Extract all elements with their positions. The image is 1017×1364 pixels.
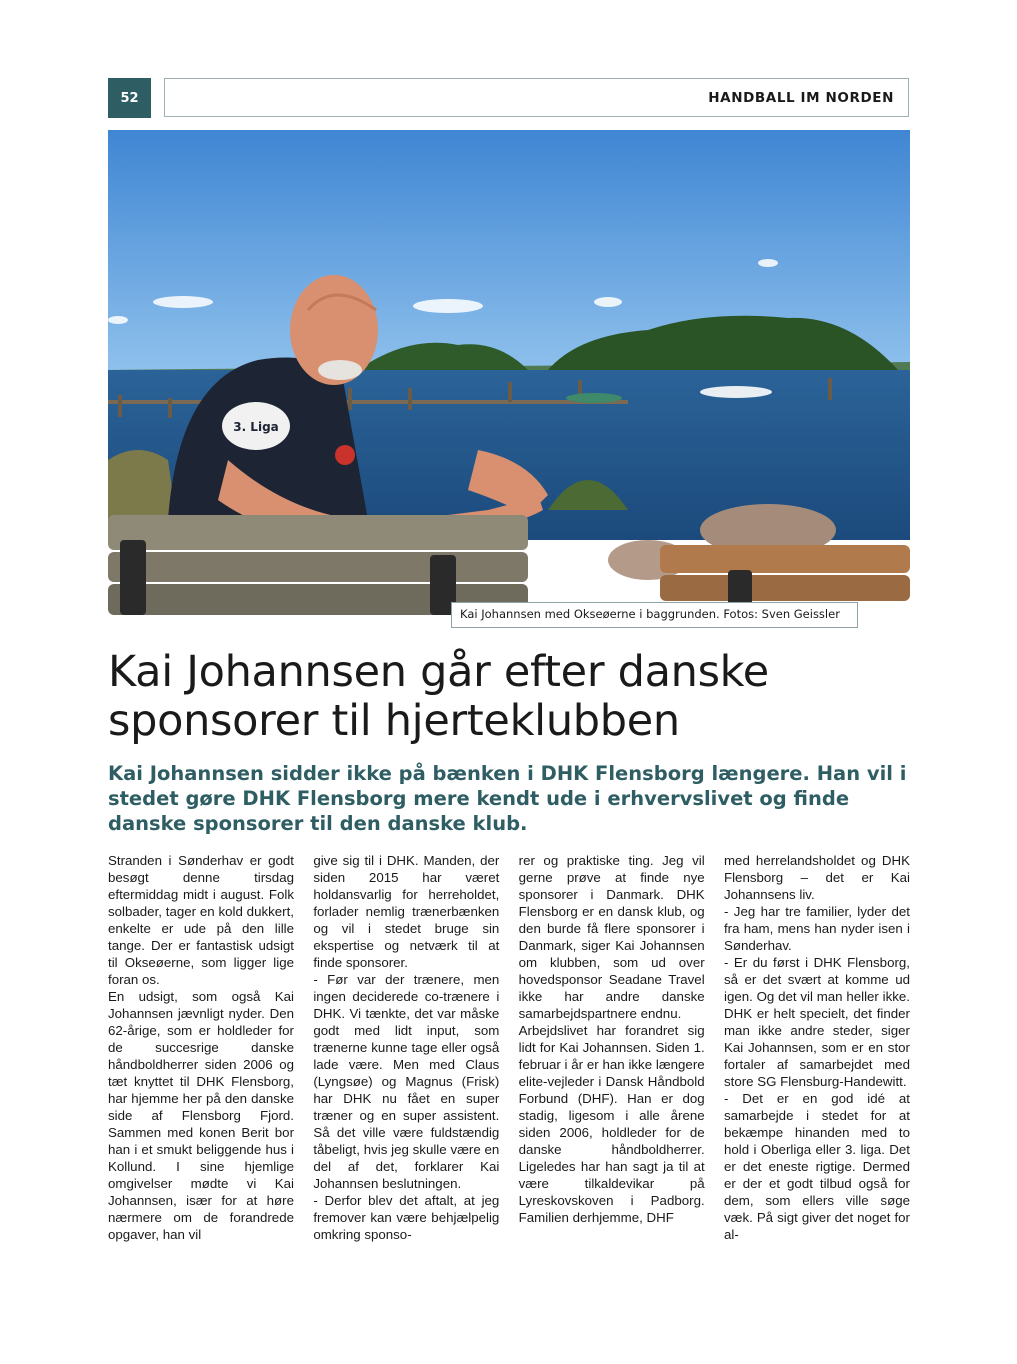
- section-header: [164, 78, 909, 117]
- boat-green: [566, 393, 622, 403]
- body-paragraph: rer og praktiske ting. Jeg vil gerne prøve at finde nye sponsorer i Danmark. DHK Flensborg er en dansk klub, og den burde få flere sponsorer i Danmark, siger Kai Johannsen om klubben, som ud over hovedsponsor Seadane Travel ikke har andre danske samarbejdspartnere endnu.: [518, 853, 705, 1021]
- body-paragraph: Stranden i Sønderhav er godt besøgt denne tirsdag eftermiddag midt i august. Folk solbader, tager en kold dukkert, enkelte er ude på den lille tange. Der er fantastisk udsigt til Okseøerne, som ligger lige foran os.: [108, 853, 294, 987]
- section-title: HANDBALL IM NORDEN: [708, 89, 894, 106]
- body-paragraph: Arbejdslivet har forandret sig lidt for Kai Johannsen. Siden 1. februar i år er han ikke længere elite-vejleder i Dansk Håndbold Forbund (DHF). Han er dog stadig, ligesom i alle årene siden 2006, holdleder for de danske håndboldherrer. Ligeledes har han sagt ja til at være tilkaldevikar på Lyreskovskoven i Padborg. Familien derhjemme, DHF: [518, 1023, 705, 1225]
- shirt-badge-text: 3. Liga: [233, 420, 279, 434]
- article-lead: Kai Johannsen sidder ikke på bænken i DHK Flensborg længere. Han vil i stedet gøre DHK Flensborg mere kendt ude i erhvervslivet og finde danske sponsorer til den danske klub.: [108, 762, 907, 835]
- article-headline: Kai Johannsen går efter danske sponsorer til hjerteklubben: [108, 647, 769, 746]
- photo-caption: Kai Johannsen med Okseøerne i baggrunden. Fotos: Sven Geissler: [451, 602, 858, 628]
- body-paragraph: - Derfor blev det aftalt, at jeg fremover kan være behjælpelig omkring sponso-: [313, 1193, 500, 1242]
- text-column: [724, 852, 910, 1280]
- jetty: [108, 400, 628, 404]
- text-column: [313, 852, 499, 1280]
- body-paragraph: give sig til i DHK. Manden, der siden 2015 har været holdansvarlig for herreholdet, forlader nemlig trænerbænken og vil i stedet bruge sin ekspertise og netværk til at finde sponsorer.: [313, 853, 500, 970]
- body-paragraph: - Før var der trænere, men ingen deciderede co-trænere i DHK. Vi tænkte, det var måske godt med lidt input, som trænerne kunne tage eller også lade være. Men med Claus (Lyngsøe) og Magnus (Frisk) har DHK nu fået en super træner og en super assistent. Så det ville være fuldstændig tåbeligt, hvis jeg skulle være en del af det, forklarer Kai Johannsen beslutningen.: [313, 972, 500, 1191]
- article-photo: [108, 130, 910, 615]
- article-body: [108, 852, 910, 1280]
- body-paragraph: - Er du først i DHK Flensborg, så er det svært at komme ud igen. Og det vil man heller ikke. DHK er helt specielt, det finder man ikke andre steder, siger Kai Johannsen, som er en stor fortaler af samarbejdet med store SG Flensburg-Handewitt.: [723, 955, 910, 1089]
- boat-white: [700, 386, 772, 398]
- body-paragraph: En udsigt, som også Kai Johannsen jævnligt nyder. Den 62-årige, som er holdleder for de succesrige danske håndboldherrer siden 2006 og tæt knyttet til DHK Flensborg, har hjemme her på den danske side af Flensborg Fjord. Sammen med konen Berit bor han i et smukt beliggende hus i Kollund. I sine hjemlige omgivelser mødte vi Kai Johannsen, især for at høre nærmere om de forandrede opgaver, han vil: [108, 989, 294, 1242]
- text-column: [519, 852, 705, 1280]
- body-paragraph: - Det er en god idé at samarbejde i stedet for at bekæmpe hinanden med to hold i Oberliga eller 3. liga. Det er det eneste rigtige. Dermed er der et godt tilbud også for dem, som ellers ville søge væk. På sigt giver det noget for al-: [723, 1091, 910, 1242]
- body-paragraph: med herrelandsholdet og DHK Flensborg – det er Kai Johannsens liv.: [723, 853, 910, 902]
- page-number: 52: [108, 78, 151, 118]
- text-column: [108, 852, 294, 1280]
- bench-left: [108, 515, 528, 615]
- body-paragraph: - Jeg har tre familier, lyder det fra ham, mens han nyder isen i Sønderhav.: [723, 904, 910, 953]
